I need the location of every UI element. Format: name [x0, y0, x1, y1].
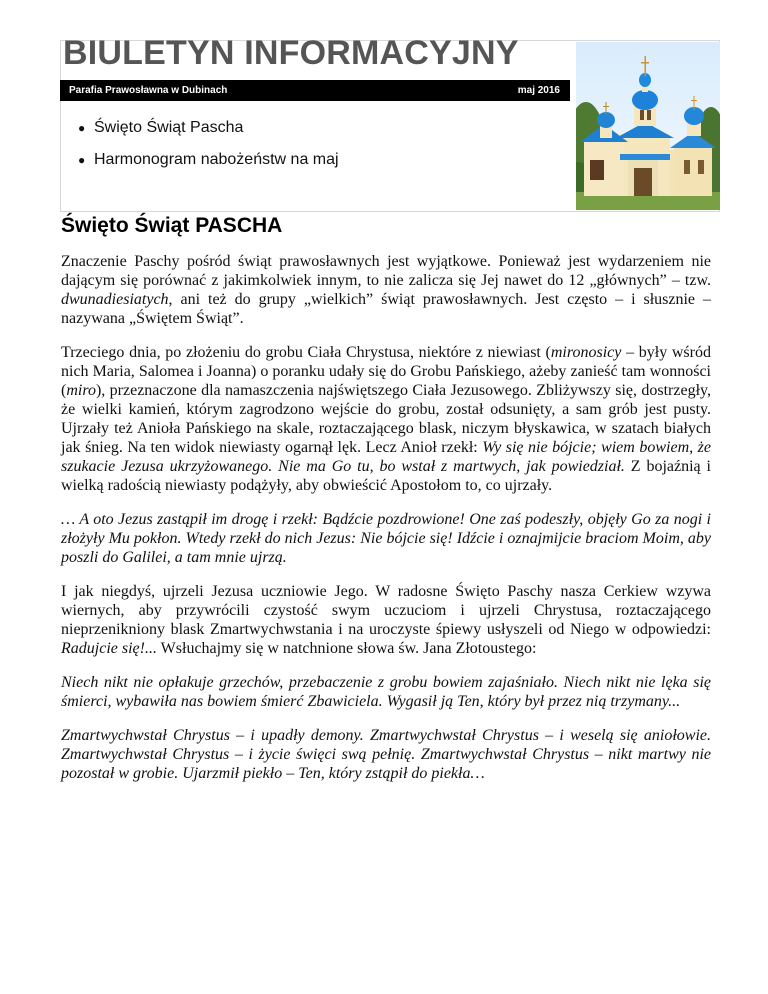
- article-paragraph: Trzeciego dnia, po złożeniu do grobu Ciała Chrystusa, niektóre z niewiast (mironosicy – były wśród nich Maria, Salomea i Joanna) o poranku udały się do Grobu Pańskiego, ażeby zanieść tam wonności (miro), przeznaczone dla namaszczenia najświętszego Ciała Jezusowego. Zbliżywszy się, dostrzegły, że wielki kamień, którym zagrodzono wejście do grobu, został odsunięty, a sam grób jest pusty. Ujrzały też Anioła Pańskiego na skale, roztaczającego blask, niczym błyskawica, w szatach białych jak śnieg. Na ten widok niewiasty ogarnął lęk. Lecz Anioł rzekł: Wy się nie bójcie; wiem bowiem, że szukacie Jezusa ukrzyżowanego. Nie ma Go tu, bo wstał z martwych, jak powiedział. Z bojaźnią i wielką radością niewiasty podążyły, aby obwieścić Apostołom to, co ujrzały.: [61, 344, 711, 494]
- toc-item: [78, 146, 339, 178]
- emphasis: dwunadiesiatych: [61, 291, 169, 308]
- quote-angel: Wy się nie bójcie; wiem bowiem, że szukacie Jezusa ukrzyżowanego. Nie ma Go tu, bo wstał z martwych, jak powiedział.: [61, 439, 711, 475]
- toc-item-label: Święto Świąt Pascha: [94, 119, 244, 136]
- toc-item-label: Harmonogram nabożeństw na maj: [94, 151, 339, 168]
- article-quote: … A oto Jezus zastąpił im drogę i rzekł: Bądźcie pozdrowione! One zaś podeszły, objęły Go za nogi i złożyły Mu pokłon. Wtedy rzekł do nich Jezus: Nie bójcie się! Idźcie i oznajmijcie braciom Moim, aby poszli do Galilei, a tam mnie ujrzą.: [61, 511, 711, 566]
- article-paragraph: I jak niegdyś, ujrzeli Jezusa uczniowie Jego. W radosne Święto Paschy nasza Cerkiew wzywa wiernych, aby przywrócili czystość swym uczuciom i ujrzeli Chrystusa, roztaczającego nieprzenikniony blask Zmartwychwstania i na uroczyste śpiewy usłyszeli od Niego w odpowiedzi: Radujcie się!... Wsłuchajmy się w natchnione słowa św. Jana Złotoustego:: [61, 583, 711, 657]
- newsletter-title: BIULETYN INFORMACYJNY: [63, 34, 519, 72]
- header-bar: [60, 80, 570, 101]
- bullet-icon: ●: [78, 153, 86, 167]
- article-quote: Niech nikt nie opłakuje grzechów, przebaczenie z grobu bowiem zajaśniało. Niech nikt nie lęka się śmierci, wybawiła nas bowiem śmierć Zbawiciela. Wygasił ją Ten, który był przez nią trzymany...: [61, 674, 711, 710]
- bullet-icon: ●: [78, 121, 86, 135]
- article-paragraph: Znaczenie Paschy pośród świąt prawosławnych jest wyjątkowe. Ponieważ jest wydarzeniem nie dającym się porównać z jakimkolwiek innym, to nie zalicza się Jej nawet do 12 „głównych” – tzw. dwunadiesiatych, ani też do grupy „wielkich” świąt prawosławnych. Jest często – i słusznie – nazywana „Świętem Świąt”.: [61, 253, 711, 327]
- issue-date: maj 2016: [517, 85, 560, 96]
- article-quote: Zmartwychwstał Chrystus – i upadły demony. Zmartwychwstał Chrystus – i weselą się aniołowie. Zmartwychwstał Chrystus – i życie święci swą pełnię. Zmartwychwstał Chrystus – nikt martwy nie pozostał w grobie. Ujarzmił piekło – Ten, który zstąpił do piekła…: [61, 727, 711, 782]
- emphasis: miro: [66, 382, 96, 399]
- emphasis: mironosicy: [550, 344, 622, 361]
- church-illustration: [576, 42, 720, 210]
- parish-name: Parafia Prawosławna w Dubinach: [69, 85, 228, 96]
- church-photo: [576, 42, 720, 210]
- toc-item: [78, 114, 339, 146]
- emphasis: Radujcie się!...: [61, 640, 157, 657]
- table-of-contents: [78, 114, 339, 178]
- article-body: [61, 252, 711, 798]
- article-title: Święto Świąt PASCHA: [61, 214, 283, 237]
